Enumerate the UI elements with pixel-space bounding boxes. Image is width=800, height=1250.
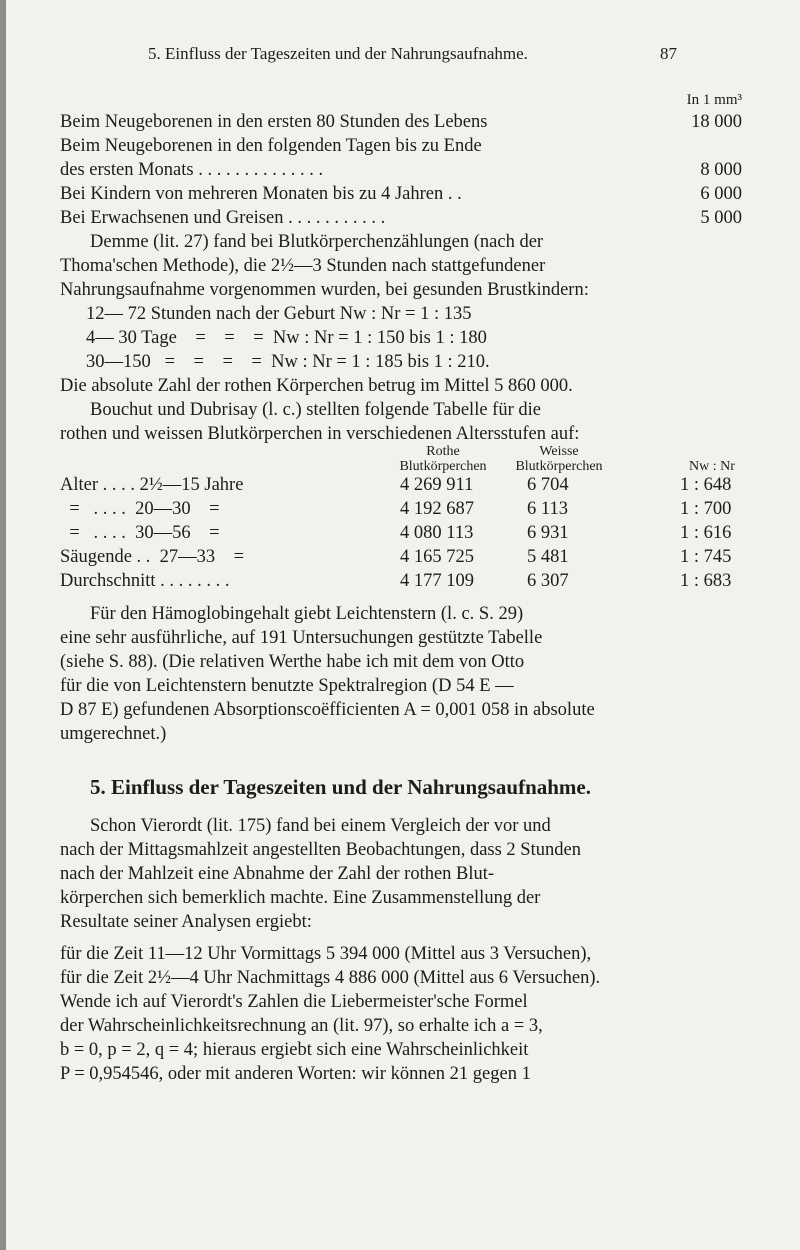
column-header-weisse-line1: Weisse	[539, 444, 579, 459]
column-header-rothe-line1: Rothe	[426, 444, 460, 459]
count-label: des ersten Monats . . . . . . . . . . . . . .	[60, 160, 324, 180]
count-label: Beim Neugeborenen in den ersten 80 Stunden des Lebens	[60, 112, 488, 132]
table-cell-ratio: 1 : 700	[680, 499, 732, 519]
ratio-line: 12— 72 Stunden nach der Geburt Nw : Nr = 1 : 135	[86, 304, 472, 324]
count-row	[60, 206, 742, 230]
table-cell-ratio: 1 : 616	[680, 523, 732, 543]
paragraph-line: umgerechnet.)	[60, 724, 167, 744]
count-label: Bei Erwachsenen und Greisen . . . . . . . . . . .	[60, 208, 386, 228]
table-cell-rothe: 4 269 911	[400, 475, 474, 495]
paragraph-line: (siehe S. 88). (Die relativen Werthe habe ich mit dem von Otto	[60, 652, 525, 672]
table-cell-weisse: 6 931	[527, 523, 569, 543]
paragraph-line: Für den Hämoglobingehalt giebt Leichtenstern (l. c. S. 29)	[90, 604, 524, 624]
paragraph-line: für die von Leichtenstern benutzte Spektralregion (D 54 E —	[60, 676, 514, 696]
paragraph-line: körperchen sich bemerklich machte. Eine Zusammenstellung der	[60, 888, 541, 908]
paragraph-line: für die Zeit 2½—4 Uhr Nachmittags 4 886 000 (Mittel aus 6 Versuchen).	[60, 968, 601, 988]
paragraph-line: eine sehr ausführliche, auf 191 Untersuchungen gestützte Tabelle	[60, 628, 543, 648]
paragraph-line: Nahrungsaufnahme vorgenommen wurden, bei gesunden Brustkindern:	[60, 280, 589, 300]
count-label: Beim Neugeborenen in den folgenden Tagen bis zu Ende	[60, 136, 482, 156]
column-header-weisse	[489, 444, 629, 474]
page-number: 87	[660, 44, 677, 63]
paragraph-line: P = 0,954546, oder mit anderen Worten: wir können 21 gegen 1	[60, 1064, 531, 1084]
count-row	[60, 182, 742, 206]
paragraph-line: rothen und weissen Blutkörperchen in verschiedenen Altersstufen auf:	[60, 424, 580, 444]
paragraph-line: Die absolute Zahl der rothen Körperchen betrug im Mittel 5 860 000.	[60, 376, 573, 396]
table-cell-ratio: 1 : 745	[680, 547, 732, 567]
table-row-label: = . . . . 20—30 =	[60, 499, 220, 519]
count-row	[60, 110, 742, 134]
section-heading: 5. Einfluss der Tageszeiten und der Nahrungsaufnahme.	[90, 775, 591, 799]
paragraph-line: D 87 E) gefundenen Absorptionscoëfficienten A = 0,001 058 in absolute	[60, 700, 595, 720]
count-value: 18 000	[691, 112, 742, 132]
paragraph-line: b = 0, p = 2, q = 4; hieraus ergiebt sich eine Wahrscheinlichkeit	[60, 1040, 529, 1060]
paragraph-line: Schon Vierordt (lit. 175) fand bei einem Vergleich der vor und	[90, 816, 551, 836]
count-row	[60, 134, 742, 158]
paragraph-line: nach der Mahlzeit eine Abnahme der Zahl der rothen Blut-	[60, 864, 495, 884]
paragraph-line: der Wahrscheinlichkeitsrechnung an (lit. 97), so erhalte ich a = 3,	[60, 1016, 543, 1036]
table-cell-ratio: 1 : 683	[680, 571, 732, 591]
column-header-ratio: Nw : Nr	[689, 459, 735, 474]
paragraph-line: Wende ich auf Vierordt's Zahlen die Liebermeister'sche Formel	[60, 992, 528, 1012]
count-value: 6 000	[700, 184, 742, 204]
table-cell-weisse: 6 704	[527, 475, 569, 495]
count-row	[60, 158, 742, 182]
count-value: 8 000	[700, 160, 742, 180]
running-header	[0, 44, 800, 74]
table-row-label: Durchschnitt . . . . . . . .	[60, 571, 230, 591]
table-cell-weisse: 5 481	[527, 547, 569, 567]
unit-label: In 1 mm³	[686, 92, 742, 108]
table-row-label: Säugende . . 27—33 =	[60, 547, 245, 567]
paragraph-line: für die Zeit 11—12 Uhr Vormittags 5 394 000 (Mittel aus 3 Versuchen),	[60, 944, 592, 964]
column-header-weisse-line2: Blutkörperchen	[515, 459, 603, 474]
paragraph-line: Resultate seiner Analysen ergiebt:	[60, 912, 312, 932]
paragraph-line: Demme (lit. 27) fand bei Blutkörperchenzählungen (nach der	[90, 232, 544, 252]
table-row-label: Alter . . . . 2½—15 Jahre	[60, 475, 244, 495]
table-cell-rothe: 4 177 109	[400, 571, 474, 591]
header-title: 5. Einfluss der Tageszeiten und der Nahrungsaufnahme.	[148, 44, 528, 63]
paragraph-line: nach der Mittagsmahlzeit angestellten Beobachtungen, dass 2 Stunden	[60, 840, 581, 860]
table-cell-rothe: 4 165 725	[400, 547, 474, 567]
page-edge-shadow	[0, 0, 6, 1250]
column-header-rothe-line2: Blutkörperchen	[399, 459, 487, 474]
table-cell-rothe: 4 192 687	[400, 499, 474, 519]
table-cell-rothe: 4 080 113	[400, 523, 474, 543]
table-row-label: = . . . . 30—56 =	[60, 523, 220, 543]
table-cell-weisse: 6 307	[527, 571, 569, 591]
count-label: Bei Kindern von mehreren Monaten bis zu 4 Jahren . .	[60, 184, 462, 204]
table-cell-weisse: 6 113	[527, 499, 568, 519]
paragraph-line: Thoma'schen Methode), die 2½—3 Stunden nach stattgefundener	[60, 256, 546, 276]
table-cell-ratio: 1 : 648	[680, 475, 732, 495]
column-header-rothe	[383, 444, 503, 474]
ratio-line: 4— 30 Tage = = = Nw : Nr = 1 : 150 bis 1 : 180	[86, 328, 487, 348]
paragraph-line: Bouchut und Dubrisay (l. c.) stellten folgende Tabelle für die	[90, 400, 541, 420]
count-value: 5 000	[700, 208, 742, 228]
ratio-line: 30—150 = = = = Nw : Nr = 1 : 185 bis 1 : 210.	[86, 352, 490, 372]
